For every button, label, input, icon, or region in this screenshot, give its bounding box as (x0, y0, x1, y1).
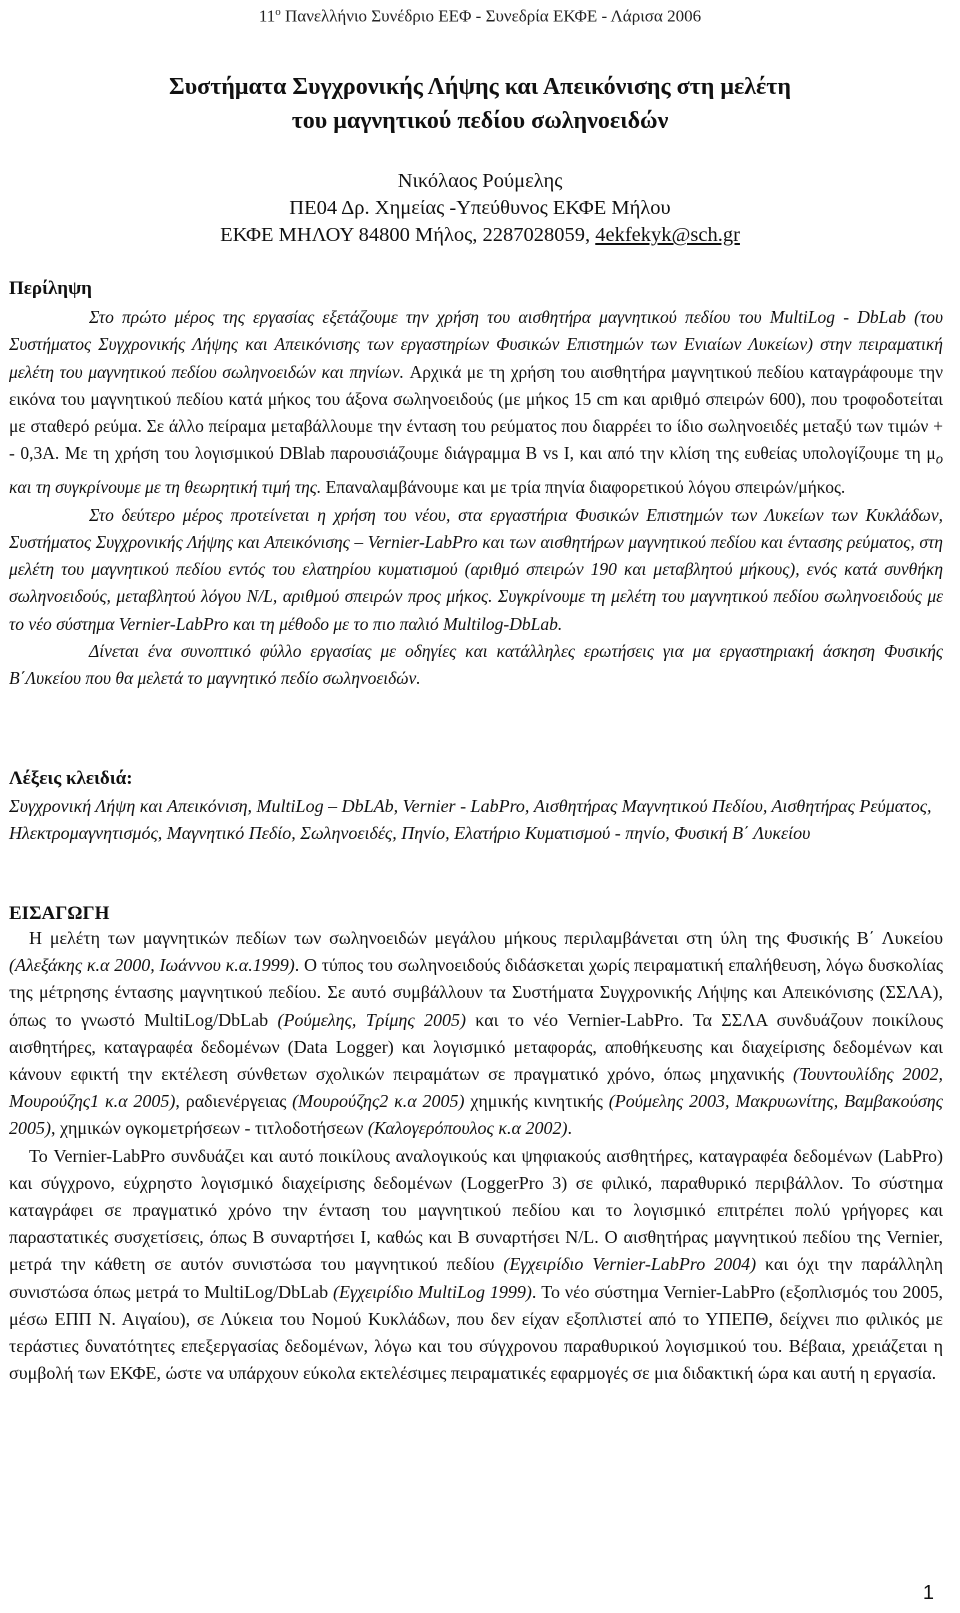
author-email-link[interactable]: 4ekfekyk@sch.gr (595, 224, 740, 246)
citation: (Καλογερόπουλος κ.α 2002) (367, 1118, 568, 1139)
intro-p1-text: . Ο τύπος του σωληνοειδούς διδάσκεται χωρίς πειραματική επαλήθευση, λόγω δυσκολίας της μέτρησης έντασης μαγνητικού πεδίου. Σε αυτό συμβάλλουν τα Συστήματα Συγχρονικής Λήψης και Απεικόνισης (ΣΣΛΑ), όπως το γνωστό MultiLog/DbLab (9, 955, 944, 1030)
intro-paragraph-2 (9, 1143, 943, 1388)
running-header (0, 0, 960, 29)
abstract-p1c: Σε άλλο πείραμα μεταβάλλουμε την ένταση του ρεύματος που διαρρέει το ίδιο σωληνοειδές μεταξύ των τιμών + - 0,3Α. (9, 416, 943, 464)
citation: (Τουντουλίδης 2002, Μουρούζης1 κ.α 2005) (9, 1064, 943, 1112)
abstract-heading: Περίληψη (9, 278, 92, 299)
title-line-2: του μαγνητικού πεδίου σωληνοειδών (291, 108, 669, 134)
intro-p2-text: . Το νέο σύστημα Vernier-LabPro (εξοπλισμός του 2005, μέσω ΕΠΠ Ν. Αιγαίου), σε Λύκεια του Νομού Κυκλάδων, που δεν είχαν εξοπλιστεί από το ΥΠΕΠΘ, δείχνει πιο φιλικός με τεράστιες δυνατότητες επεξεργασίας δεδομένων, λόγω και του σύγχρονου παραθυρικού λογισμικού του. Βέβαια, χρειάζεται η συμβολή των ΕΚΦΕ, ώστε να υπάρχουν εύκολα εκτελέσιμες πειραματικές εφαρμογές σε μια διδακτική ώρα και αυτή η εργασία. (9, 1281, 943, 1384)
intro-p1-text: χημικής κινητικής (464, 1091, 609, 1112)
page-number: 1 (922, 1582, 934, 1604)
citation: (Μουρούζης2 κ.α 2005) (292, 1091, 465, 1112)
title-line-1: Συστήματα Συγχρονικής Λήψης και Απεικόνισης στη μελέτη (169, 74, 791, 100)
intro-p1-text: , ραδιενέργειας (175, 1091, 293, 1112)
keywords-text: Συγχρονική Λήψη και Απεικόνιση, MultiLog – DbLAb, Vernier - LabPro, Αισθητήρας Μαγνητικού Πεδίου, Αισθητήρας Ρεύματος, Ηλεκτρομαγνητισμός, Μαγνητικό Πεδίο, Σωληνοειδές, Πηνίο, Ελατήριο Κυματισμού - πηνίο, Φυσική Β΄ Λυκείου (9, 796, 932, 843)
header-number: 11 (258, 6, 276, 26)
author-name: Νικόλαος Ρούμελης (397, 170, 563, 192)
header-superscript: ο (275, 6, 281, 18)
abstract-paragraph-3: Δίνεται ένα συνοπτικό φύλλο εργασίας με οδηγίες και κατάλληλες ερωτήσεις για μα εργαστηριακή άσκηση Φυσικής Β΄Λυκείου που θα μελετά το μαγνητικό πεδίο σωληνοειδών. (9, 641, 943, 689)
abstract-p1d: Με τη χρήση του λογισμικού DBlab παρουσιάζουμε διάγραμμα B vs I, και από την κλίση της ευθείας υπολογίζουμε τη μ (64, 443, 936, 464)
abstract-paragraph-1 (9, 304, 943, 502)
paper-title (0, 70, 960, 138)
citation: (Ρούμελης, Τρίμης 2005) (277, 1009, 466, 1030)
abstract-body (9, 304, 943, 693)
intro-p2-text: Το Vernier-LabPro συνδυάζει και αυτό ποικίλους αναλογικούς και ψηφιακούς αισθητήρες, καταγραφέα δεδομένων (LabPro) και σύγχρονο, εύχρηστο λογισμικό διαχείρισης δεδομένων (LoggerPro 3) σε φιλικό, παραθυρικό περιβάλλον. Το σύστημα καταγράφει σε πραγματικό χρόνο την ένταση του μαγνητικού πεδίου και το λογισμικό επιτρέπει πολύ γρήγορες και παραστατικές συσχετίσεις, όπως B συναρτήσει I, καθώς και B συναρτήσει N/L. Ο αισθητήρας μαγνητικού πεδίου της Vernier, μετρά την κάθετη σε αυτόν συνιστώσα του μαγνητικού πεδίου (9, 1145, 943, 1275)
intro-p1-text: Η μελέτη των μαγνητικών πεδίων των σωληνοειδών μεγάλου μήκους περιλαμβάνεται στη ύλη της Φυσικής Β΄ Λυκείου (29, 928, 943, 948)
citation: (Ρούμελης 2003, Μακρυωνίτης, Βαμβακούσης 2005) (9, 1091, 943, 1139)
abstract-p1a: Στο πρώτο μέρος της εργασίας εξετάζουμε την χρήση του αισθητήρα μαγνητικού πεδίου του MultiLog - DbLab (του Συστήματος Συγχρονικής Λήψης και Απεικόνισης των εργαστηρίων Φυσικών Επιστημών των Ενιαίων Λυκείων) στην πειραματική μελέτη του μαγνητικού πεδίου σωληνοειδών και πηνίων. (9, 307, 943, 382)
intro-p1-text: . (567, 1118, 572, 1139)
citation: (Εγχειρίδιο MultiLog 1999) (333, 1281, 532, 1302)
keywords-heading: Λέξεις κλειδιά: (9, 768, 133, 789)
header-text: Πανελλήνιο Συνέδριο ΕΕΦ - Συνεδρία ΕΚΦΕ - Λάρισα 2006 (285, 6, 702, 26)
author-address-line (0, 222, 960, 249)
citation: (Εγχειρίδιο Vernier-LabPro 2004) (503, 1254, 757, 1275)
citation: (Αλεξάκης κ.α 2000, Ιωάννου κ.α.1999) (9, 955, 295, 976)
intro-body (9, 925, 943, 1387)
author-address: ΕΚΦΕ ΜΗΛΟΥ 84800 Μήλος, 2287028059, (220, 224, 591, 246)
abstract-paragraph-2: Στο δεύτερο μέρος προτείνεται η χρήση του νέου, στα εργαστήρια Φυσικών Επιστημών των Λυκείων των Κυκλάδων, Συστήματος Συγχρονικής Λήψης και Απεικόνισης – Vernier-LabPro και των αισθητήρων μαγνητικού πεδίου και έντασης ρεύματος, στη μελέτη του μαγνητικού πεδίου εντός του ελατηρίου κυματισμού (αριθμό σπειρών 190 και μεταβλητού μήκους), ενός κατά συνθήκη σωληνοειδούς, μεταβλητού λόγου N/L, αριθμού σπειρών προς μήκος. Συγκρίνουμε τη μελέτη του μαγνητικού πεδίου σωληνοειδούς με το νέο σύστημα Vernier-LabPro και τη μέθοδο με το πιο παλιό Multilog-DbLab. (9, 504, 943, 634)
abstract-p1e: και τη συγκρίνουμε με τη θεωρητική τιμή της. (9, 477, 322, 498)
abstract-p1b: Αρχικά με τη χρήση του αισθητήρα μαγνητικού πεδίου καταγράφουμε την εικόνα του μαγνητικού πεδίου κατά μήκος του άξονα σωληνοειδούς (με μήκος 15 cm και αριθμό σπειρών 600), που τροφοδοτείται με σταθερό ρεύμα. (9, 361, 944, 437)
intro-p2-text: και όχι την παράλληλη συνιστώσα όπως μετρά το MultiLog/DbLab (9, 1254, 943, 1302)
intro-p1-text: , χημικών ογκομετρήσεων - τιτλοδοτήσεων (51, 1118, 368, 1139)
intro-paragraph-1 (9, 925, 943, 1143)
abstract-p1f: Επαναλαμβάνουμε και με τρία πηνία διαφορετικού λόγου σπειρών/μήκος. (325, 477, 846, 498)
mu-subscript: ο (935, 451, 944, 468)
author-role: ΠΕ04 Δρ. Χημείας -Υπεύθυνος ΕΚΦΕ Μήλου (289, 197, 671, 219)
intro-p1-text: και το νέο Vernier-LabPro. Τα ΣΣΛΑ συνδυάζουν ποικίλους αισθητήρες, καταγραφέα δεδομένων (Data Logger) και λογισμικό μεταφοράς, αποθήκευσης και διαχείρισης δεδομένων και κάνουν εφικτή την εκτέλεση σύνθετων σχολικών πειραμάτων σε πραγματικό χρόνο, όπως μηχανικής (9, 1009, 943, 1085)
author-block (0, 168, 960, 249)
intro-heading: ΕΙΣΑΓΩΓΗ (9, 903, 110, 924)
